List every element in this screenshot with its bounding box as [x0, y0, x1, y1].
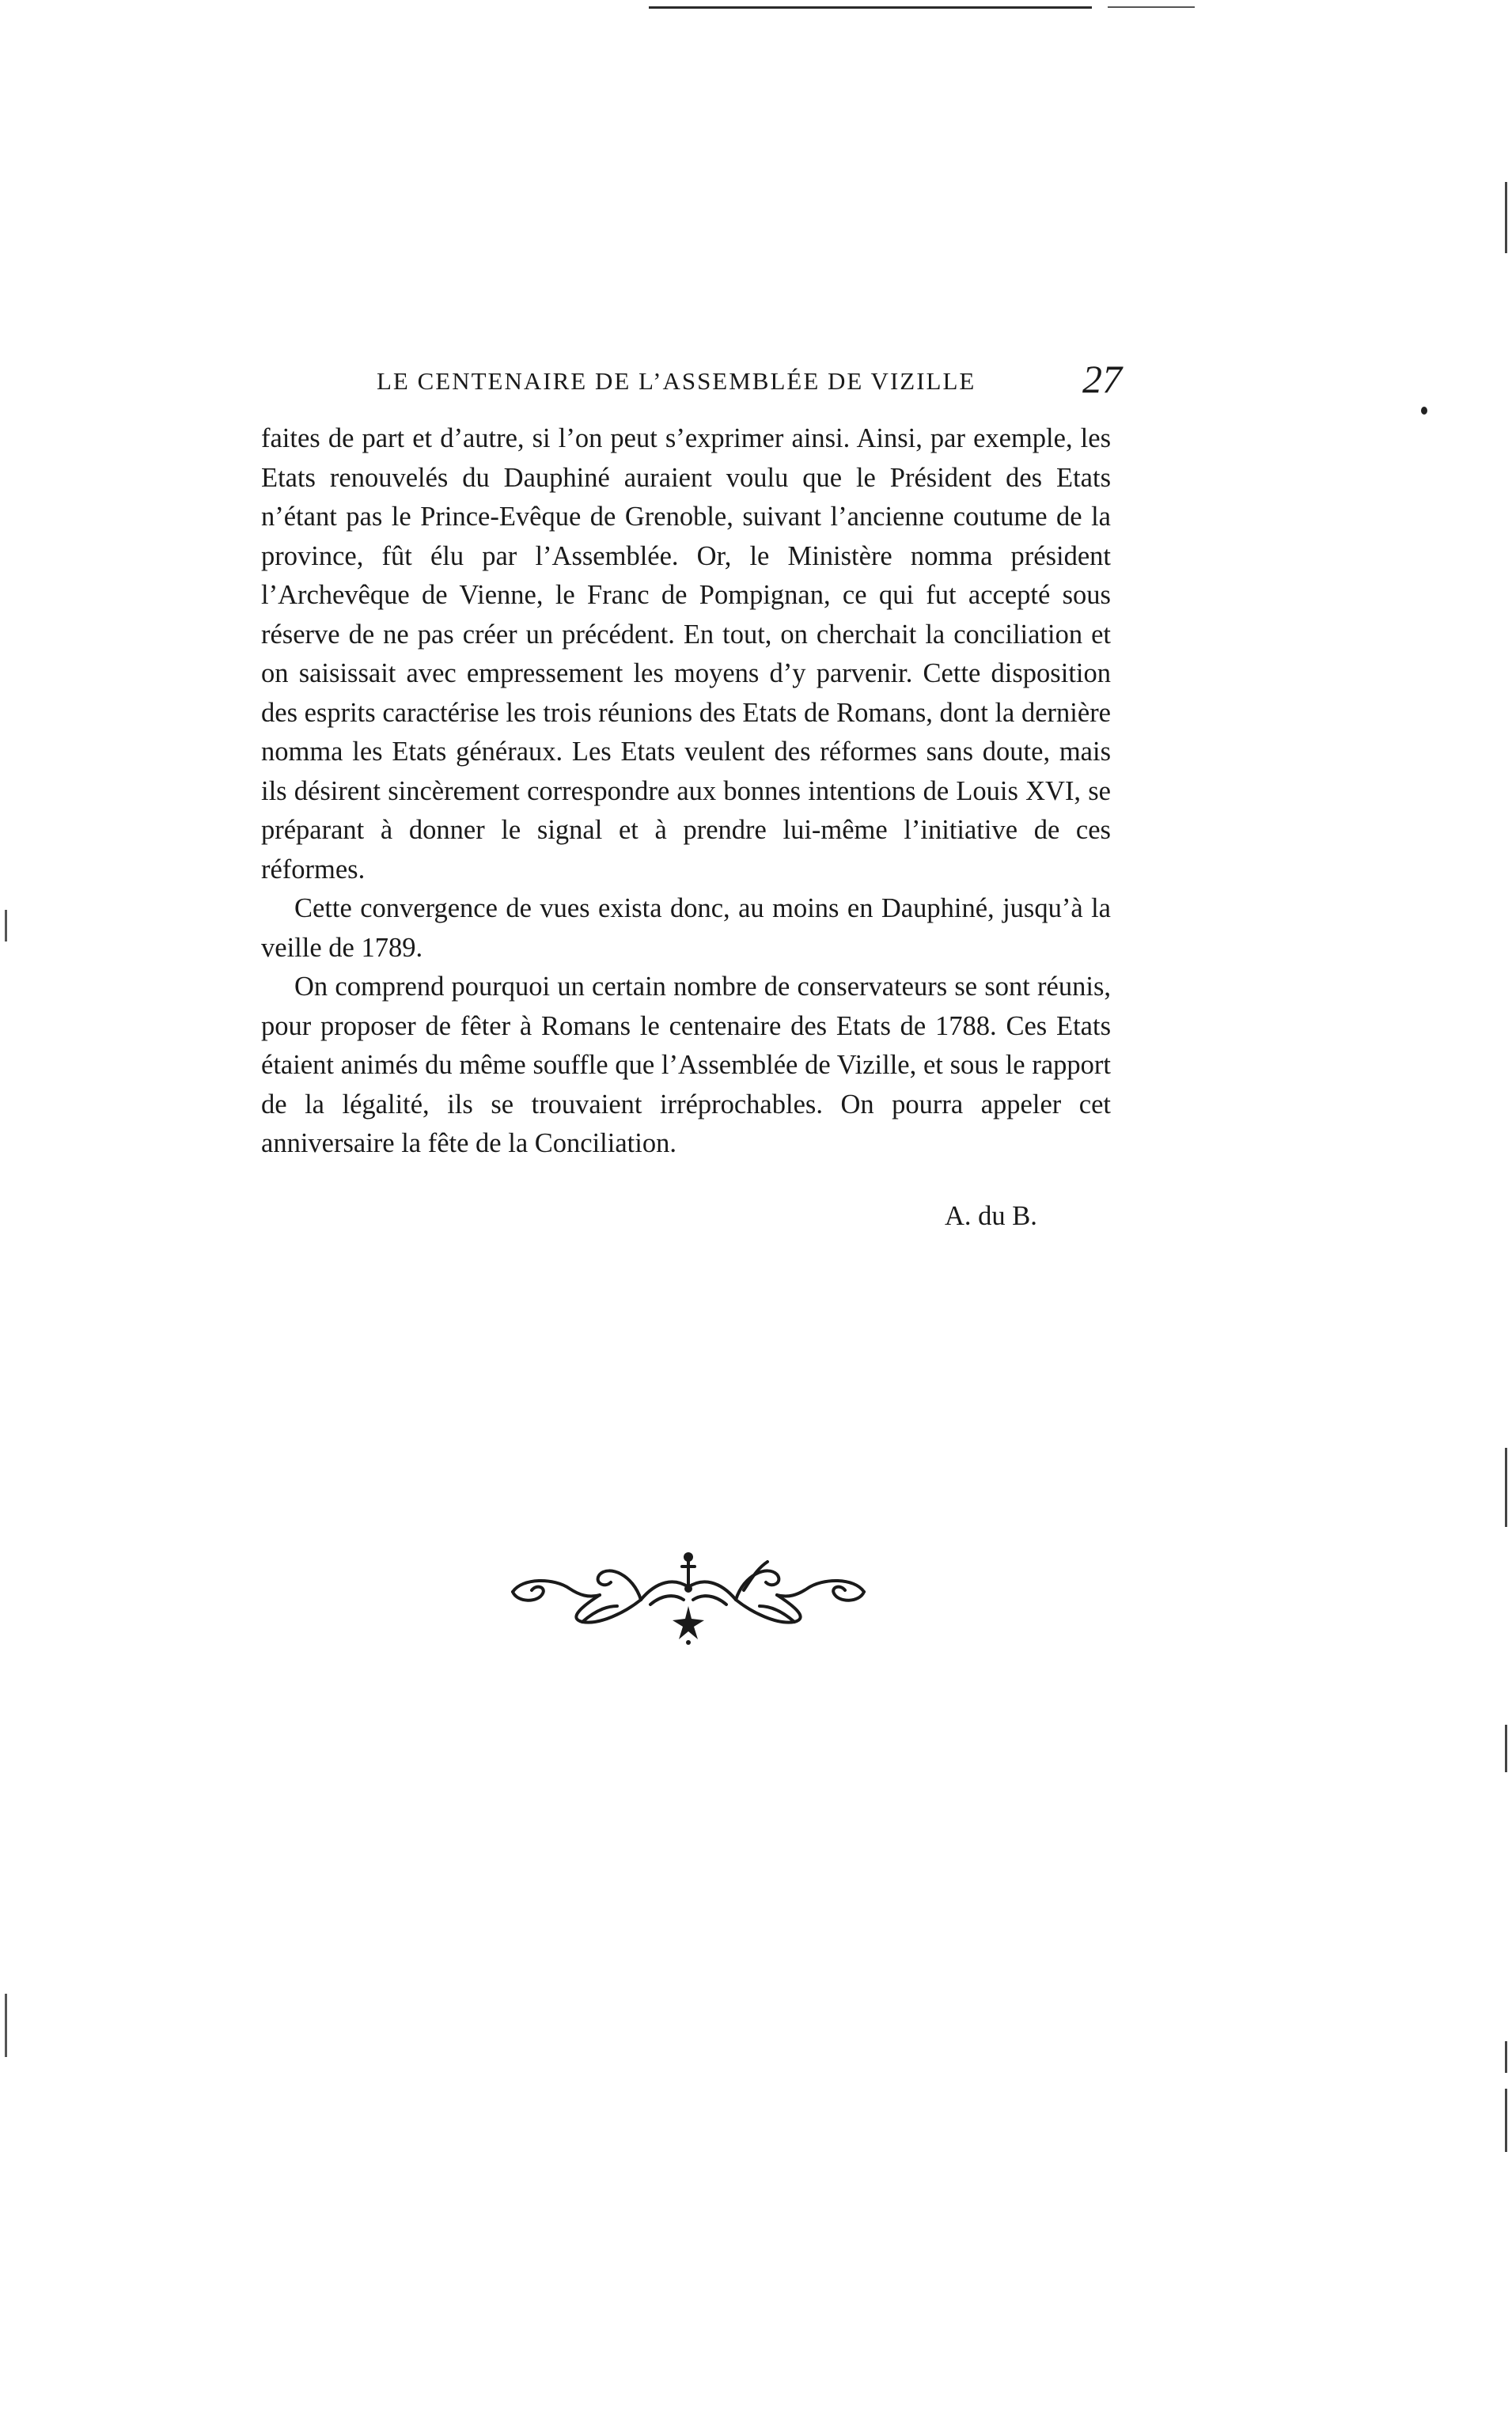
scan-edge-right: [1505, 1448, 1507, 1527]
scan-edge-right: [1505, 2041, 1507, 2073]
running-head: [377, 354, 1122, 410]
body-text: [261, 419, 1111, 1164]
scan-edge-top-short: [1108, 6, 1195, 8]
scan-edge-left: [5, 910, 7, 941]
paragraph: faites de part et d’autre, si l’on peut s’exprimer ainsi. Ainsi, par exemple, les Etats renouvelés du Dauphiné auraient voulu que le Président des Etats n’étant pas le Prince-Evêque de Grenoble, suivant l’ancienne coutume de la province, fût élu par l’Assemblée. Or, le Ministère nomma président l’Archevêque de Vienne, le Franc de Pompignan, ce qui fut accepté sous réserve de ne pas créer un précédent. En tout, on cherchait la conciliation et on saisissait avec empressement les moyens d’y parvenir. Cette disposition des esprits caractérise les trois réunions des Etats de Romans, dont la dernière nomma les Etats généraux. Les Etats veulent des réformes sans doute, mais ils désirent sincèrement correspondre aux bonnes intentions de Louis XVI, se préparant à donner le signal et à prendre lui-même l’initiative de ces réformes.: [261, 423, 1111, 885]
signature: A. du B.: [945, 1201, 1037, 1231]
paragraph: Cette convergence de vues exista donc, au moins en Dauphiné, jusqu’à la veille de 1789.: [261, 893, 1111, 963]
scan-edge-right: [1505, 1725, 1507, 1772]
ink-speck: [1421, 407, 1427, 415]
running-title: LE CENTENAIRE DE L’ASSEMBLÉE DE VIZILLE: [377, 367, 976, 395]
fleuron-ornament-icon: [506, 1543, 870, 1646]
scan-edge-left: [5, 1994, 7, 2057]
paragraph: On comprend pourquoi un certain nombre de conservateurs se sont réunis, pour proposer de fêter à Romans le centenaire des Etats de 1788. Ces Etats étaient animés du même souffle que l’Assemblée de Vizille, et sous le rapport de la légalité, ils se trouvaient irréprochables. On pourra appeler cet anniversaire la fête de la Conciliation.: [261, 972, 1111, 1158]
scan-edge-right: [1505, 182, 1507, 253]
page-number: 27: [1082, 357, 1122, 401]
scan-edge-right: [1505, 2089, 1507, 2152]
scan-edge-top: [649, 6, 1092, 9]
